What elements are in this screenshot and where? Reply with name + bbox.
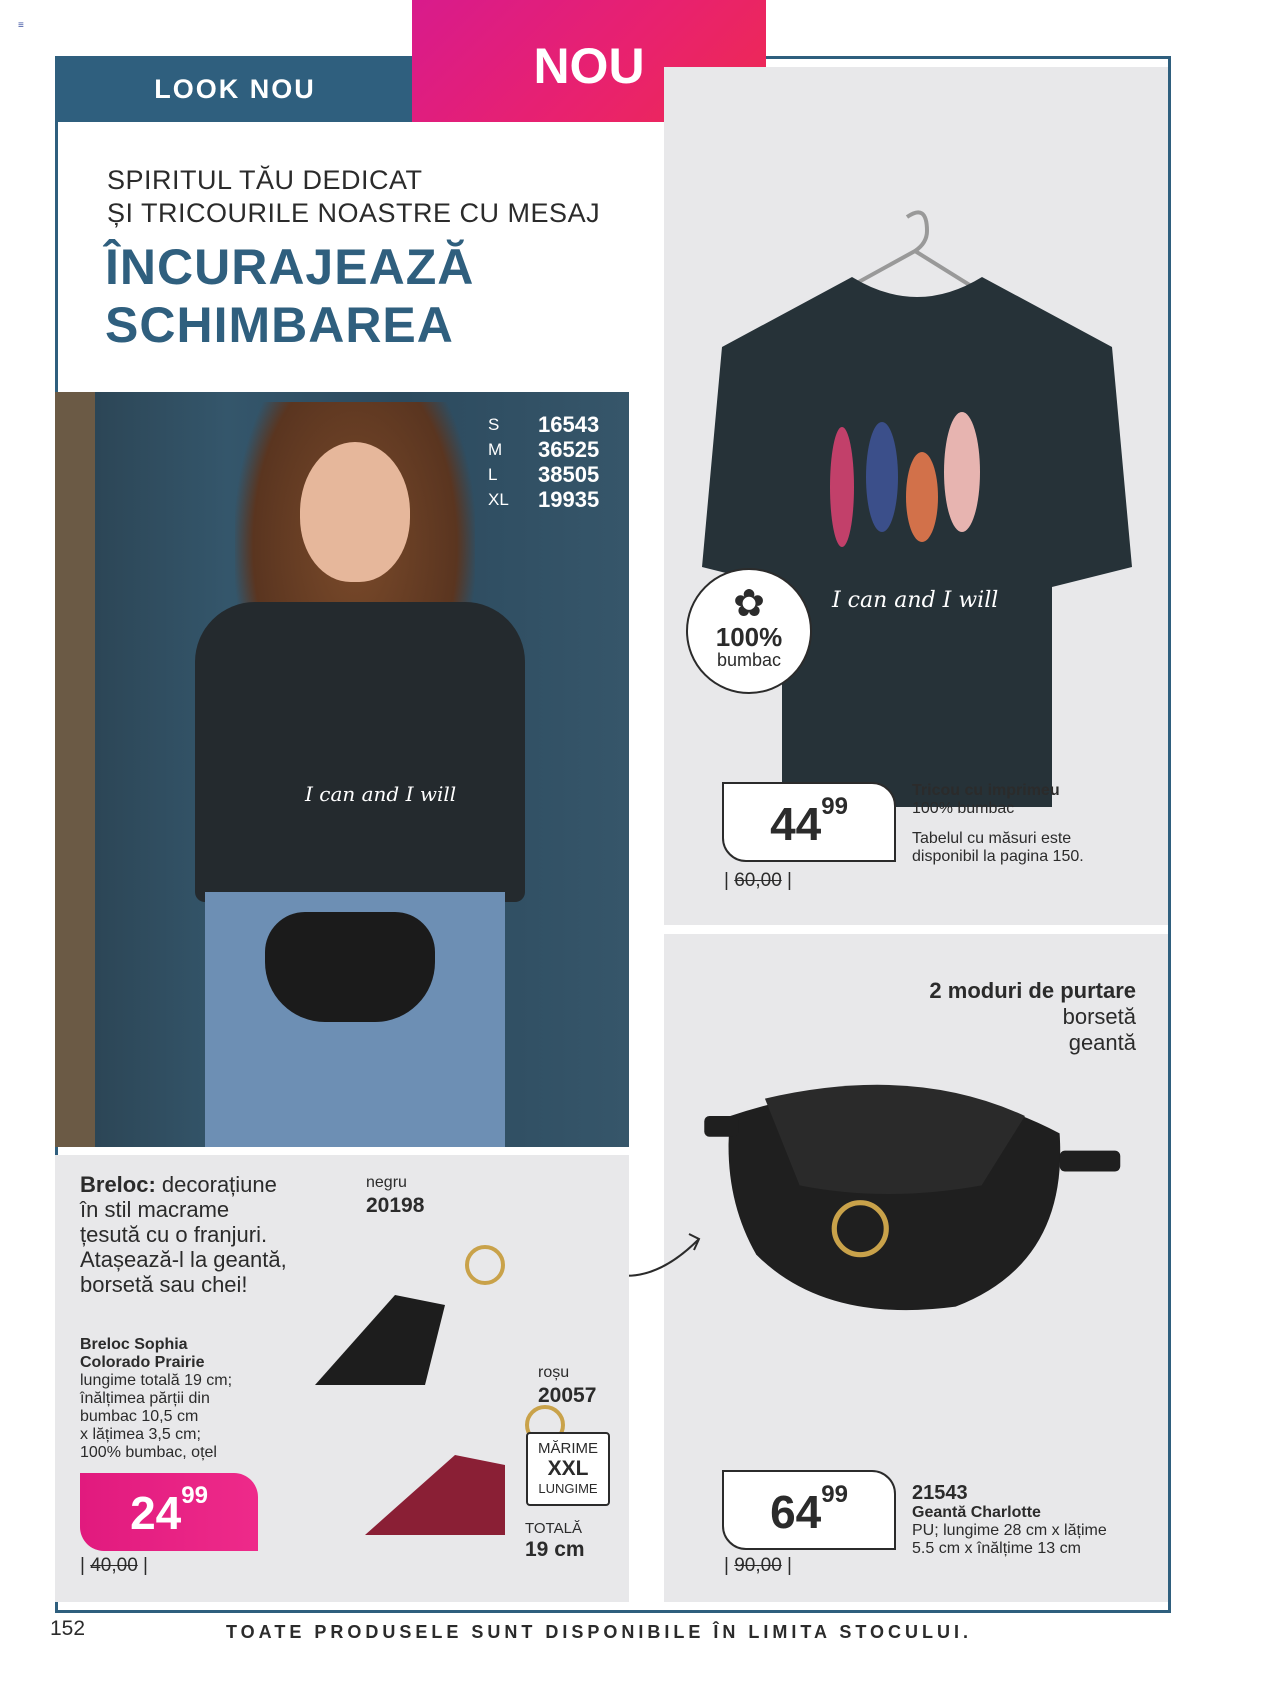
keychain-price-dec: 99 (181, 1482, 208, 1509)
tshirt-size-note: Tabelul cu măsuri este disponibil la pagina 150. (912, 830, 1084, 865)
keychain-intro-line2: în stil macrame (80, 1197, 230, 1222)
tshirt-price-int: 44 (770, 798, 822, 850)
size-row (488, 462, 599, 487)
wear-mode-2: geantă (1068, 1030, 1136, 1055)
wood-wall (55, 392, 95, 1147)
wear-modes (929, 978, 1136, 1056)
look-nou-banner: LOOK NOU (55, 56, 415, 122)
tshirt-name: Tricou cu imprimeu (912, 782, 1060, 799)
bag-price-box (722, 1470, 896, 1550)
red-tassel (365, 1455, 505, 1535)
wear-modes-title: 2 moduri de purtare (929, 978, 1136, 1003)
tshirt-old-price: | 60,00 | (724, 870, 792, 891)
total-length-label: TOTALĂ (525, 1520, 582, 1537)
xxl-label-3: LUNGIME (538, 1481, 598, 1496)
model-tshirt-print: I can and I will (305, 782, 457, 806)
color-label-black: negru (366, 1174, 407, 1191)
xxl-label-1: MĂRIME (538, 1440, 598, 1457)
headline-main-2: SCHIMBAREA (105, 297, 454, 353)
bag-flap (765, 1085, 1025, 1194)
keychain-price-box (80, 1473, 258, 1551)
black-keyring (467, 1247, 503, 1283)
new-badge: NOU (412, 0, 766, 122)
bag-old-price-value: 90,00 (734, 1555, 782, 1576)
bag-description (912, 1482, 1132, 1558)
footer-note: TOATE PRODUSELE SUNT DISPONIBILE ÎN LIMITA STOCULUI. (226, 1622, 973, 1642)
keychain-desc-2: înălțimea părții din (80, 1390, 210, 1407)
xxl-label-2: XXL (547, 1457, 589, 1480)
keychain-intro-rest: decorațiune (155, 1172, 277, 1197)
size-row (488, 487, 599, 512)
tshirt-shape (702, 277, 1132, 807)
keychain-price-int: 24 (130, 1487, 182, 1539)
tshirt-price-box (722, 782, 896, 862)
keychain-name-2: Colorado Prairie (80, 1354, 205, 1371)
keychain-description (80, 1336, 280, 1462)
headline-title (105, 238, 474, 354)
headline-line-1: SPIRITUL TĂU DEDICAT (107, 165, 423, 195)
tshirt-image (682, 207, 1152, 817)
black-tassel (315, 1295, 445, 1385)
cotton-word: bumbac (716, 650, 782, 670)
color-code-black: 20198 (366, 1194, 425, 1217)
bag-price-dec: 99 (821, 1481, 848, 1508)
tshirt-price-dec: 99 (821, 793, 848, 820)
keychain-old-price: | 40,00 | (80, 1555, 148, 1576)
bag-image (694, 1064, 1134, 1324)
size-label: M (488, 439, 503, 459)
keychain-desc-3: bumbac 10,5 cm (80, 1408, 199, 1425)
headline-line-2: ȘI TRICOURILE NOASTRE CU MESAJ (107, 198, 601, 228)
cotton-percent: 100% (715, 622, 783, 652)
keychain-intro-line5: borsetă sau chei! (80, 1272, 248, 1297)
headline-subtitle (107, 164, 600, 230)
size-code: 19935 (538, 486, 600, 512)
size-label: XL (488, 489, 509, 509)
keychain-intro-bold: Breloc: (80, 1172, 156, 1197)
keychain-desc-4: x lățimea 3,5 cm; (80, 1426, 201, 1443)
keychain-intro-line4: Atașează-l la geantă, (80, 1247, 287, 1272)
keychain-old-price-value: 40,00 (90, 1555, 138, 1576)
tshirt-description (912, 782, 1112, 866)
keychain-desc-5: 100% bumbac, oțel (80, 1444, 217, 1461)
size-row (488, 412, 599, 437)
tshirt-old-price-value: 60,00 (734, 870, 782, 891)
bag-strap-right (1060, 1151, 1121, 1172)
cotton-badge (686, 568, 812, 694)
bag-old-price: | 90,00 | (724, 1555, 792, 1576)
size-label: S (488, 414, 500, 434)
color-code-red: 20057 (538, 1384, 597, 1407)
bag-name: Geantă Charlotte (912, 1504, 1041, 1521)
wear-mode-1: borsetă (1062, 1004, 1136, 1029)
tshirt-print-text: I can and I will (832, 588, 999, 613)
cotton-icon: ✿ (733, 583, 765, 625)
bag-details: PU; lungime 28 cm x lățime 5.5 cm x înălțime 13 cm (912, 1522, 1107, 1557)
model-tshirt (195, 602, 525, 902)
page-number: 152 (50, 1617, 86, 1640)
size-code: 38505 (538, 461, 600, 487)
model-belt-bag (265, 912, 435, 1022)
bag-strap-left (704, 1116, 739, 1137)
size-code: 36525 (538, 436, 600, 462)
color-label-red: roșu (538, 1364, 570, 1381)
bag-code: 21543 (912, 1482, 968, 1504)
keychain-name-1: Breloc Sophia (80, 1336, 188, 1353)
keychain-desc-1: lungime totală 19 cm; (80, 1372, 233, 1389)
headline-main-1: ÎNCURAJEAZĂ (105, 239, 475, 295)
size-code: 16543 (538, 411, 600, 437)
model-face (300, 442, 410, 582)
size-row (488, 437, 599, 462)
bag-price-int: 64 (770, 1486, 822, 1538)
size-code-list (488, 412, 599, 512)
keychain-intro (80, 1172, 287, 1297)
corner-mark: ≡ (18, 20, 24, 31)
tshirt-material: 100% bumbac (912, 800, 1015, 817)
size-xxl-box (526, 1432, 610, 1506)
size-label: L (488, 464, 498, 484)
total-length-value: 19 cm (525, 1538, 585, 1561)
keychain-intro-line3: țesută cu o franjuri. (80, 1222, 268, 1247)
